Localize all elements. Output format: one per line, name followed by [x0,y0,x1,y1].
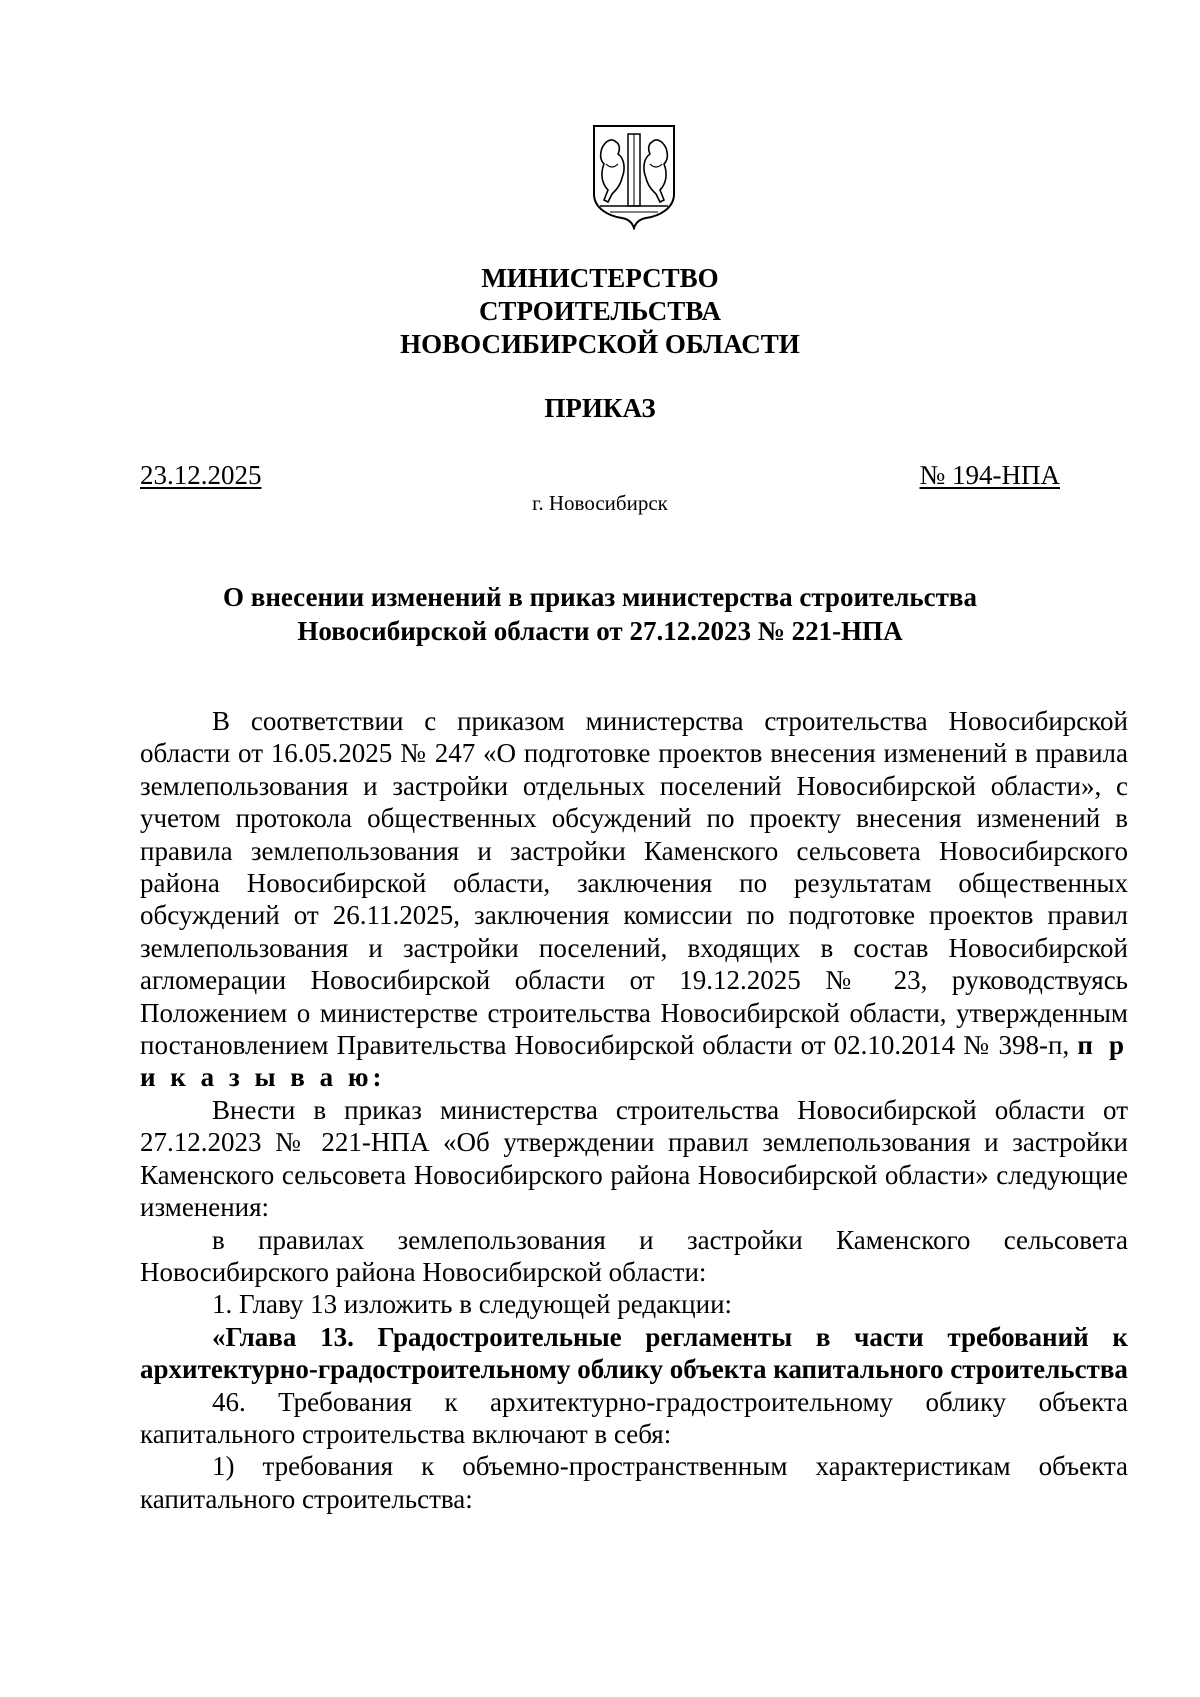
body-paragraph: 46. Требования к архитектурно-градостроительному облику объекта капитального строительства включают в себя: [140,1386,1128,1449]
subject-line: Новосибирской области от 27.12.2023 № 221-НПА [297,616,903,646]
body-paragraph [140,705,1128,1094]
ministry-line: СТРОИТЕЛЬСТВА [478,296,722,326]
body-paragraph: 1) требования к объемно-пространственным характеристикам объекта капитального строительства: [140,1451,1128,1514]
document-body [140,705,1128,1515]
document-number: № 194-НПА [919,460,1060,490]
document-type: ПРИКАЗ [544,393,656,423]
body-paragraph: в правилах землепользования и застройки Каменского сельсовета Новосибирского района Новосибирской области: [140,1224,1128,1287]
order-keyword: п р и к а з ы в а ю: [140,1030,1128,1093]
coat-of-arms-icon [590,124,678,230]
preamble-text: В соответствии с приказом министерства строительства Новосибирской области от 16.05.2025 № 247 «О подготовке проектов внесения изменений в правила землепользования и застройки отдельных поселений Новосибирской области», с учетом протокола общественных обсуждений по проекту внесения изменений в правила землепользования и застройки Каменского сельсовета Новосибирского района Новосибирской области, заключения по результатам общественных обсуждений от 26.11.2025, заключения комиссии по подготовке проектов правил землепользования и застройки поселений, входящих в состав Новосибирской агломерации Новосибирской области от 19.12.2025 № 23, руководствуясь Положением о министерстве строительства Новосибирской области, утвержденным постановлением Правительства Новосибирской области от 02.10.2014 № 398-п, [140,706,1128,1061]
ministry-line: НОВОСИБИРСКОЙ ОБЛАСТИ [400,329,800,359]
chapter-heading: «Глава 13. Градостроительные регламенты в части требований к архитектурно-градостроительному облику объекта капитального строительства [140,1321,1128,1385]
document-subject [140,580,1060,648]
subject-line: О внесении изменений в приказ министерства строительства [222,582,978,612]
document-date: 23.12.2025 [140,460,262,490]
ministry-name [0,262,1200,361]
ministry-line: МИНИСТЕРСТВО [481,263,719,293]
body-paragraph: Внести в приказ министерства строительства Новосибирской области от 27.12.2023 № 221-НПА «Об утверждении правил землепользования и застройки Каменского сельсовета Новосибирского района Новосибирской области» следующие изменения: [140,1094,1128,1223]
body-paragraph: 1. Главу 13 изложить в следующей редакции: [212,1289,733,1320]
document-city: г. Новосибирск [532,491,668,515]
